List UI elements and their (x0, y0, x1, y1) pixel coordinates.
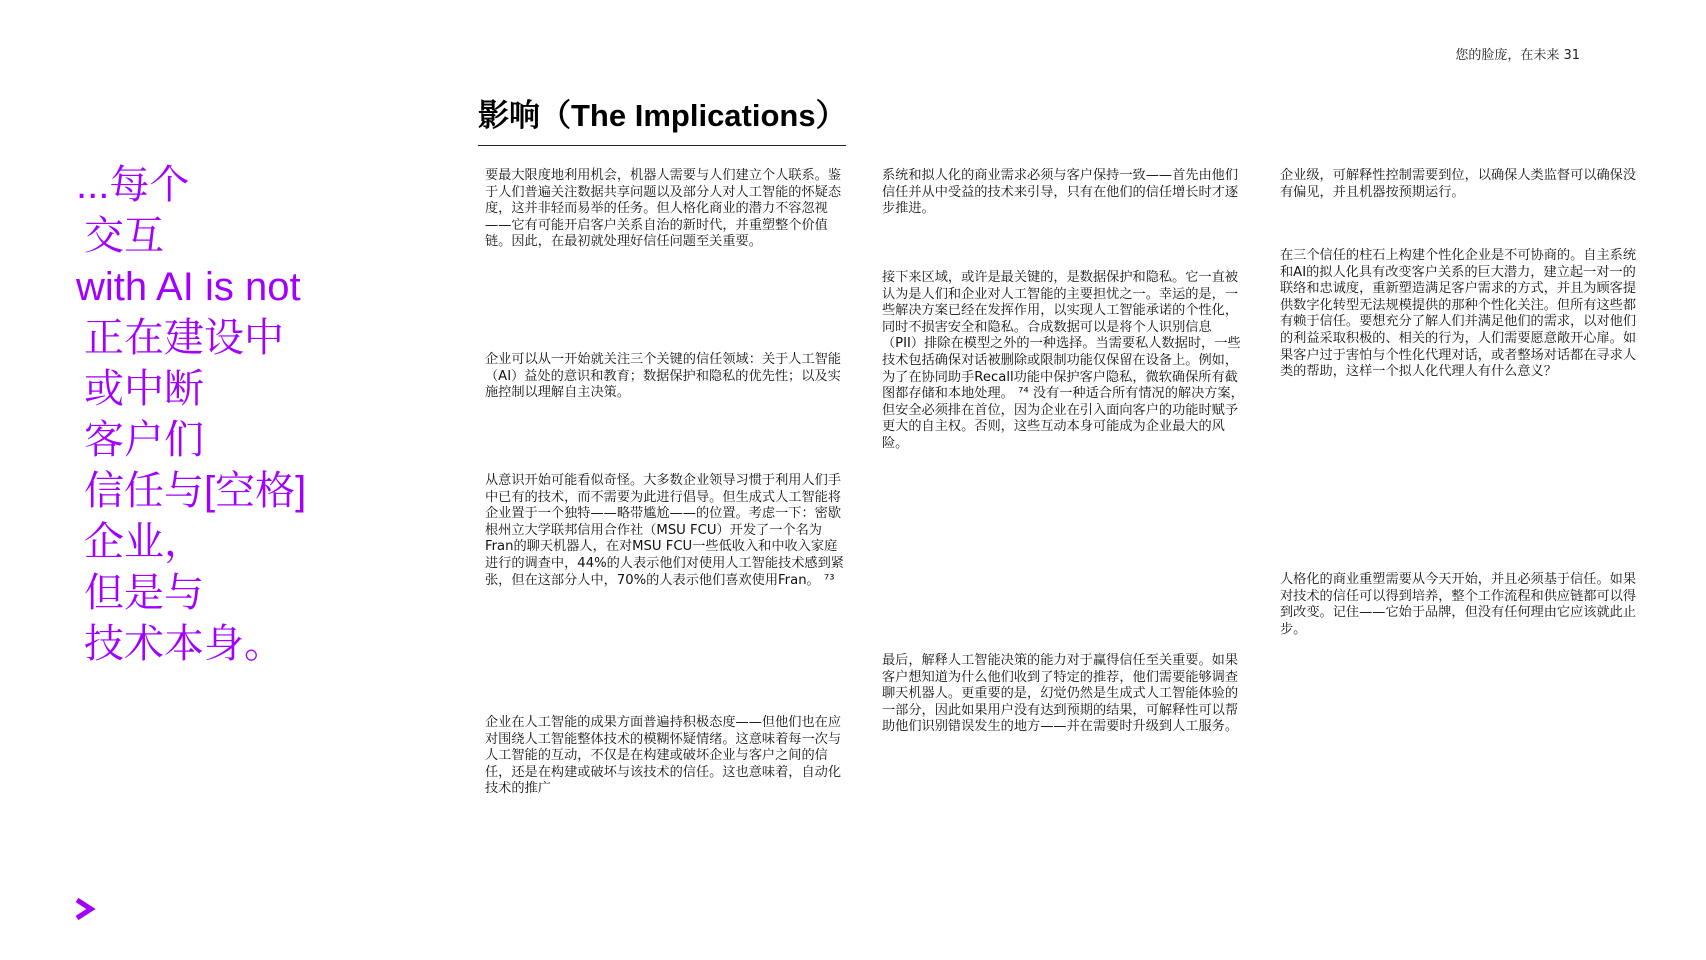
body-paragraph: 要最大限度地利用机会，机器人需要与人们建立个人联系。鉴于人们普遍关注数据共享问题以及部分人对人工智能的怀疑态度，这并非轻而易举的任务。但人格化商业的潜力不容忽视——它有可能开启客户关系自治的新时代，并重塑整个价值链。因此，在最初就处理好信任问题至关重要。 (485, 168, 842, 250)
body-paragraph: 人格化的商业重塑需要从今天开始，并且必须基于信任。如果对技术的信任可以得到培养，整个工作流程和供应链都可以得到改变。记住——它始于品牌，但没有任何理由它应该就此止步。 (1280, 572, 1637, 637)
page-number-label: 您的脸庞，在未来 31 (1455, 48, 1580, 63)
pull-quote (76, 160, 416, 670)
pull-quote-line: with AI is not (76, 265, 301, 309)
title-divider (478, 145, 846, 146)
body-paragraph: 最后，解释人工智能决策的能力对于赢得信任至关重要。如果客户想知道为什么他们收到了特定的推荐，他们需要能够调查聊天机器人。更重要的是，幻觉仍然是生成式人工智能体验的一部分，因此如果用户没有达到预期的结果，可解释性可以帮助他们识别错误发生的地方——并在需要时升级到人工服务。 (882, 653, 1239, 735)
pull-quote-line: 技术本身。 (84, 622, 284, 666)
pull-quote-line: ...每个 (76, 163, 190, 207)
chevron-right-icon (72, 896, 98, 922)
pull-quote-line: 信任与[空格] (84, 469, 307, 513)
body-paragraph: 企业可以从一开始就关注三个关键的信任领域：关于人工智能（AI）益处的意识和教育；数据保护和隐私的优先性；以及实施控制以理解自主决策。 (485, 352, 842, 401)
pull-quote-line: 企业， (84, 520, 204, 564)
section-title: 影响（The Implications） (478, 98, 847, 133)
body-paragraph: 企业在人工智能的成果方面普遍持积极态度——但他们也在应对围绕人工智能整体技术的模糊怀疑情绪。这意味着每一次与人工智能的互动，不仅是在构建或破坏企业与客户之间的信任，还是在构建或破坏与该技术的信任。这也意味着，自动化技术的推广 (485, 715, 842, 797)
body-paragraph: 接下来区域，或许是最关键的，是数据保护和隐私。它一直被认为是人们和企业对人工智能的主要担忧之一。幸运的是，一些解决方案已经在发挥作用，以实现人工智能承诺的个性化，同时不损害安全和隐私。合成数据可以是将个人识别信息（PII）排除在模型之外的一种选择。当需要私人数据时，一些技术包括确保对话被删除或限制功能仅保留在设备上。例如，为了在协同助手Recall功能中保护客户隐私，微软确保所有截图都存储和本地处理。 ⁷⁴ 没有一种适合所有情况的解决方案，但安全必须排在首位，因为企业在引入面向客户的功能时赋予更大的自主权。否则，这些互动本身可能成为企业最大的风险。 (882, 270, 1244, 451)
pull-quote-line: 但是与 (84, 571, 204, 615)
body-paragraph: 在三个信任的柱石上构建个性化企业是不可协商的。自主系统和AI的拟人化具有改变客户关系的巨大潜力，建立起一对一的联络和忠诚度，重新塑造满足客户需求的方式，并且为顾客提供数字化转型无法规模提供的那种个性化关注。但所有这些都有赖于信任。要想充分了解人们并满足他们的需求，以对他们的利益采取积极的、相关的行为，人们需要愿意敞开心扉。如果客户过于害怕与个性化代理对话，或者整场对话都在寻求人类的帮助，这样一个拟人化代理人有什么意义？ (1280, 248, 1637, 380)
pull-quote-line: 或中断 (84, 367, 204, 411)
body-paragraph: 系统和拟人化的商业需求必须与客户保持一致——首先由他们信任并从中受益的技术来引导，只有在他们的信任增长时才逐步推进。 (882, 168, 1239, 217)
pull-quote-line: 正在建设中 (84, 316, 284, 360)
body-paragraph: 从意识开始可能看似奇怪。大多数企业领导习惯于利用人们手中已有的技术，而不需要为此进行倡导。但生成式人工智能将企业置于一个独特——略带尴尬——的位置。考虑一下：密歇根州立大学联邦信用合作社（MSU FCU）开发了一个名为Fran的聊天机器人，在对MSU FCU一些低收入和中收入家庭进行的调查中，44%的人表示他们对使用人工智能技术感到紧张，但在这部分人中，70%的人表示他们喜欢使用Fran。 ⁷³ (485, 473, 844, 588)
pull-quote-line: 交互 (84, 214, 164, 258)
body-paragraph: 企业级，可解释性控制需要到位，以确保人类监督可以确保没有偏见，并且机器按预期运行。 (1280, 168, 1637, 200)
pull-quote-line: 客户们 (84, 418, 204, 462)
